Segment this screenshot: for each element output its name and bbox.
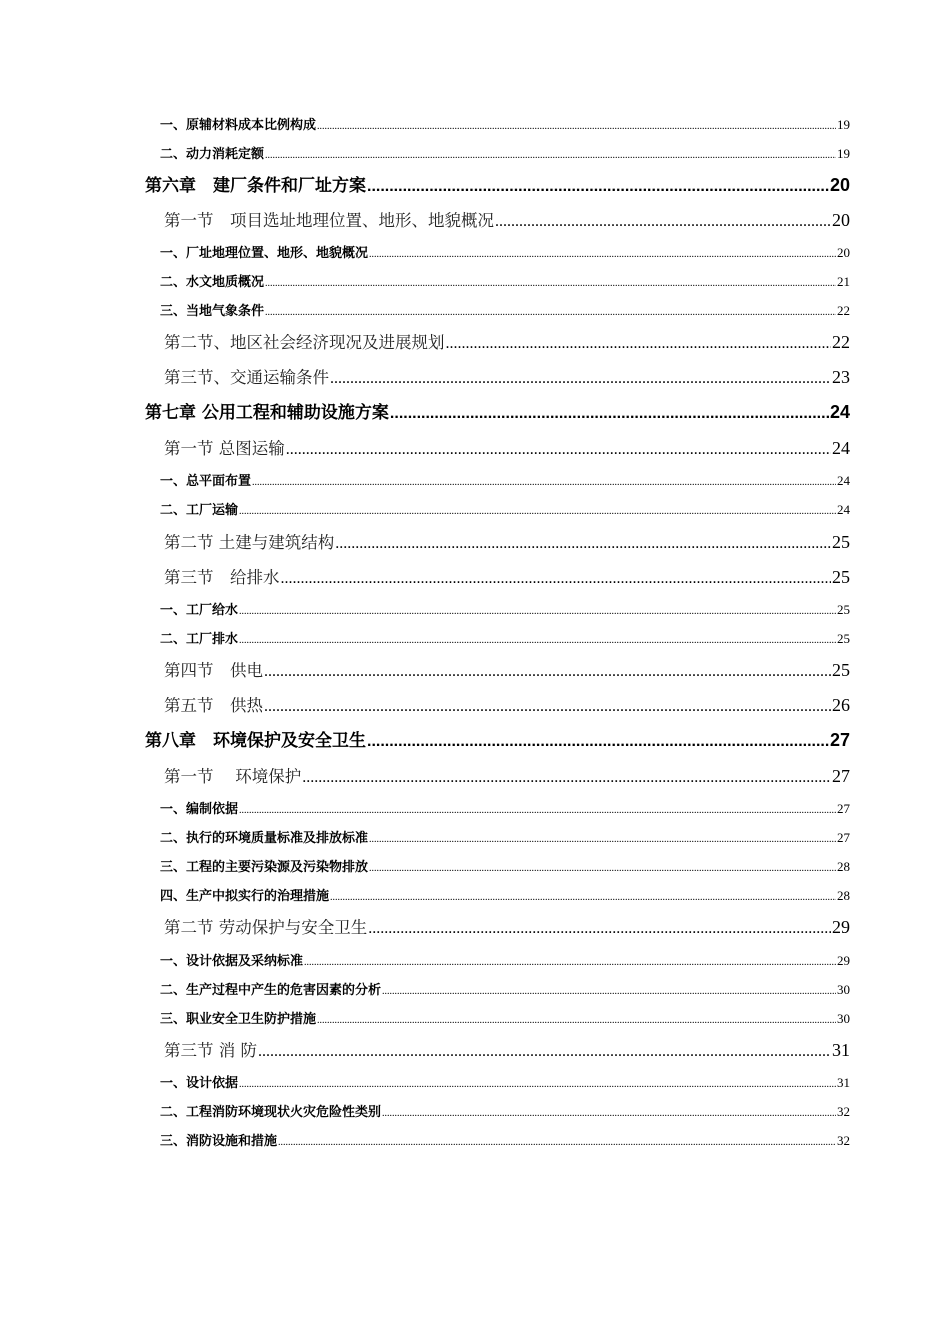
toc-dot-leader xyxy=(317,117,836,137)
toc-dot-leader xyxy=(239,631,836,651)
toc-entry-page: 32 xyxy=(837,1104,850,1119)
toc-entry-page: 30 xyxy=(837,1011,850,1026)
toc-dot-leader xyxy=(369,245,836,265)
toc-entry-title: 四、生产中拟实行的治理措施 xyxy=(160,889,330,904)
toc-entry-title: 三、工程的主要污染源及污染物排放 xyxy=(160,860,369,875)
toc-entry-title: 第四节 供电 xyxy=(164,661,263,680)
toc-entry-page: 19 xyxy=(837,117,850,132)
toc-section-entry[interactable] xyxy=(164,529,850,555)
toc-entry-page: 22 xyxy=(837,303,850,318)
toc-dot-leader xyxy=(278,1133,836,1153)
toc-entry-page: 31 xyxy=(837,1075,850,1090)
toc-entry-title: 第一节 总图运输 xyxy=(164,439,285,458)
toc-dot-leader xyxy=(286,437,831,463)
toc-entry[interactable] xyxy=(160,471,850,491)
toc-entry[interactable] xyxy=(160,1009,850,1029)
toc-entry[interactable] xyxy=(160,301,850,321)
toc-entry-title: 三、职业安全卫生防护措施 xyxy=(160,1012,317,1027)
toc-dot-leader xyxy=(304,953,836,973)
toc-entry[interactable] xyxy=(160,272,850,292)
toc-entry-title: 第七章 公用工程和辅助设施方案 xyxy=(145,403,389,423)
toc-entry-page: 30 xyxy=(837,982,850,997)
toc-entry[interactable] xyxy=(160,1102,850,1122)
toc-entry[interactable] xyxy=(160,857,850,877)
toc-section-entry[interactable] xyxy=(164,435,850,461)
toc-entry-title: 第五节 供热 xyxy=(164,696,263,715)
toc-section-entry[interactable] xyxy=(164,329,850,355)
toc-entry-page: 19 xyxy=(837,146,850,161)
toc-dot-leader xyxy=(390,401,829,427)
toc-entry-page: 25 xyxy=(832,660,850,680)
toc-dot-leader xyxy=(239,1075,836,1095)
toc-section-entry[interactable] xyxy=(164,364,850,390)
toc-dot-leader xyxy=(367,729,829,755)
toc-entry-page: 29 xyxy=(837,953,850,968)
toc-dot-leader xyxy=(335,531,831,557)
toc-entry-page: 27 xyxy=(837,830,850,845)
toc-entry-title: 二、水文地质概况 xyxy=(160,275,265,290)
toc-dot-leader xyxy=(265,303,836,323)
toc-chapter-entry[interactable] xyxy=(145,399,850,425)
toc-section-entry[interactable] xyxy=(164,657,850,683)
toc-entry-page: 22 xyxy=(832,332,850,352)
toc-entry-title: 第三节、交通运输条件 xyxy=(164,368,329,387)
toc-dot-leader xyxy=(382,982,836,1002)
toc-entry-page: 31 xyxy=(832,1040,850,1060)
toc-entry-title: 第二节 土建与建筑结构 xyxy=(164,533,335,552)
toc-dot-leader xyxy=(330,888,836,908)
toc-section-entry[interactable] xyxy=(164,692,850,718)
toc-entry-title: 第一节 环境保护 xyxy=(164,767,302,786)
toc-entry-page: 25 xyxy=(837,631,850,646)
toc-dot-leader xyxy=(265,146,836,166)
toc-entry[interactable] xyxy=(160,799,850,819)
toc-dot-leader xyxy=(382,1104,836,1124)
toc-entry-title: 二、工厂排水 xyxy=(160,632,239,647)
toc-entry-title: 第三节 消 防 xyxy=(164,1041,257,1060)
toc-chapter-entry[interactable] xyxy=(145,727,850,753)
toc-entry-page: 28 xyxy=(837,888,850,903)
toc-entry[interactable] xyxy=(160,951,850,971)
toc-section-entry[interactable] xyxy=(164,1037,850,1063)
toc-dot-leader xyxy=(446,331,832,357)
toc-entry-page: 24 xyxy=(829,402,850,422)
toc-entry-page: 32 xyxy=(837,1133,850,1148)
toc-dot-leader xyxy=(264,694,831,720)
toc-entry-page: 24 xyxy=(832,438,850,458)
toc-entry[interactable] xyxy=(160,1073,850,1093)
toc-entry-page: 26 xyxy=(832,695,850,715)
toc-entry-page: 27 xyxy=(832,766,850,786)
toc-entry[interactable] xyxy=(160,828,850,848)
toc-dot-leader xyxy=(330,366,831,392)
toc-entry-page: 24 xyxy=(837,502,850,517)
toc-dot-leader xyxy=(264,659,831,685)
toc-entry-title: 第八章 环境保护及安全卫生 xyxy=(145,731,366,751)
toc-entry-title: 一、设计依据 xyxy=(160,1076,239,1091)
toc-entry-page: 21 xyxy=(837,274,850,289)
toc-entry-title: 一、设计依据及采纳标准 xyxy=(160,954,304,969)
toc-dot-leader xyxy=(495,209,831,235)
toc-entry-page: 28 xyxy=(837,859,850,874)
toc-dot-leader xyxy=(369,830,836,850)
toc-entry-page: 25 xyxy=(837,602,850,617)
toc-entry-title: 一、总平面布置 xyxy=(160,474,252,489)
toc-entry-page: 27 xyxy=(837,801,850,816)
toc-entry[interactable] xyxy=(160,629,850,649)
toc-entry-title: 二、动力消耗定额 xyxy=(160,147,265,162)
toc-entry[interactable] xyxy=(160,600,850,620)
toc-entry-title: 二、执行的环境质量标准及排放标准 xyxy=(160,831,369,846)
toc-section-entry[interactable] xyxy=(164,564,850,590)
toc-dot-leader xyxy=(317,1011,836,1031)
toc-dot-leader xyxy=(239,502,836,522)
toc-entry-page: 25 xyxy=(832,567,850,587)
toc-dot-leader xyxy=(265,274,836,294)
toc-entry-page: 24 xyxy=(837,473,850,488)
toc-entry[interactable] xyxy=(160,980,850,1000)
toc-entry-title: 三、消防设施和措施 xyxy=(160,1134,278,1149)
toc-entry-page: 25 xyxy=(832,532,850,552)
toc-entry-page: 23 xyxy=(832,367,850,387)
toc-entry-page: 27 xyxy=(829,730,850,750)
toc-entry[interactable] xyxy=(160,115,850,135)
toc-dot-leader xyxy=(369,859,836,879)
toc-entry-page: 20 xyxy=(832,210,850,230)
toc-dot-leader xyxy=(302,765,831,791)
toc-entry-page: 29 xyxy=(832,917,850,937)
toc-entry-title: 二、工厂运输 xyxy=(160,503,239,518)
toc-entry[interactable] xyxy=(160,243,850,263)
toc-entry[interactable] xyxy=(160,886,850,906)
toc-dot-leader xyxy=(258,1039,831,1065)
toc-entry-page: 20 xyxy=(837,245,850,260)
toc-chapter-entry[interactable] xyxy=(145,172,850,198)
toc-entry[interactable] xyxy=(160,144,850,164)
toc-entry-title: 二、生产过程中产生的危害因素的分析 xyxy=(160,983,382,998)
toc-dot-leader xyxy=(281,566,832,592)
toc-entry-title: 第一节 项目选址地理位置、地形、地貌概况 xyxy=(164,211,494,230)
toc-section-entry[interactable] xyxy=(164,207,850,233)
toc-section-entry[interactable] xyxy=(164,914,850,940)
toc-entry-title: 第二节、地区社会经济现况及进展规划 xyxy=(164,333,445,352)
toc-entry-page: 20 xyxy=(829,175,850,195)
toc-dot-leader xyxy=(252,473,836,493)
toc-dot-leader xyxy=(239,602,836,622)
toc-entry-title: 第二节 劳动保护与安全卫生 xyxy=(164,918,368,937)
toc-entry-title: 一、工厂给水 xyxy=(160,603,239,618)
toc-dot-leader xyxy=(368,916,831,942)
toc-entry[interactable] xyxy=(160,1131,850,1151)
toc-dot-leader xyxy=(367,174,829,200)
toc-entry-title: 一、编制依据 xyxy=(160,802,239,817)
toc-entry[interactable] xyxy=(160,500,850,520)
toc-entry-title: 第六章 建厂条件和厂址方案 xyxy=(145,176,366,196)
toc-entry-title: 三、当地气象条件 xyxy=(160,304,265,319)
toc-section-entry[interactable] xyxy=(164,763,850,789)
toc-entry-title: 第三节 给排水 xyxy=(164,568,280,587)
toc-entry-title: 二、工程消防环境现状火灾危险性类别 xyxy=(160,1105,382,1120)
toc-entry-title: 一、厂址地理位置、地形、地貌概况 xyxy=(160,246,369,261)
toc-entry-title: 一、原辅材料成本比例构成 xyxy=(160,118,317,133)
toc-dot-leader xyxy=(239,801,836,821)
